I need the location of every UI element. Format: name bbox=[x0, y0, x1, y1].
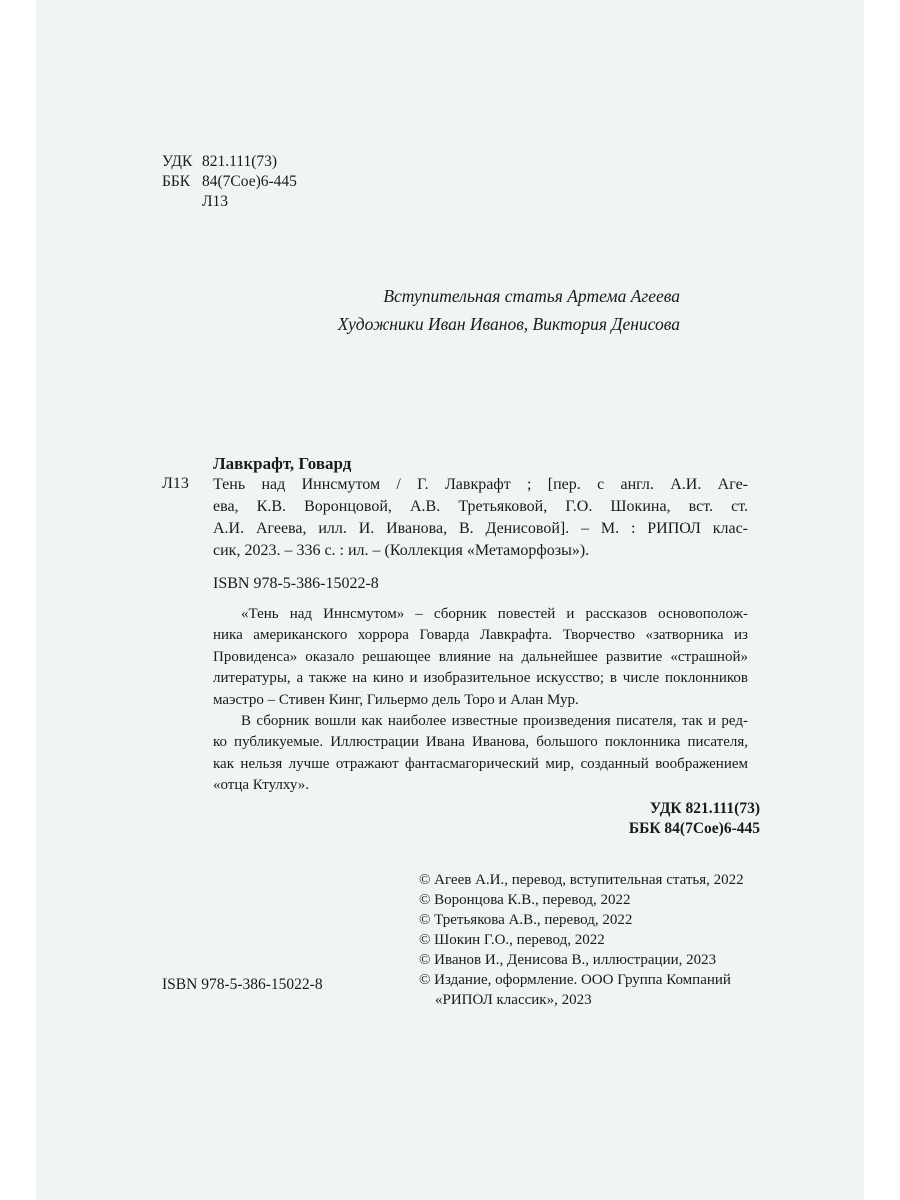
classification-codes-header bbox=[162, 152, 297, 212]
annotation-line: «Тень над Иннсмутом» – сборник повестей и рассказов основополож- bbox=[241, 606, 748, 622]
annotation-line: как нельзя лучше отражают фантасмагорический мир, созданный воображением bbox=[213, 755, 748, 772]
annotation-line: «отца Ктулху». bbox=[213, 777, 309, 794]
bbk-code: ББК 84(7Сое)6-445 bbox=[628, 820, 760, 837]
isbn-bottom: ISBN 978-5-386-15022-8 bbox=[162, 976, 323, 993]
annotation-line: маэстро – Стивен Кинг, Гильермо дель Торо и Алан Мур. bbox=[213, 691, 579, 708]
entry-line: сик, 2023. – 336 с. : ил. – (Коллекция «Метаморфозы»). bbox=[213, 542, 590, 559]
bibliographic-entry bbox=[213, 474, 748, 562]
annotation-line: ко публикуемые. Иллюстрации Ивана Иванова, большого поклонника писателя, bbox=[213, 734, 748, 751]
intro-credit: Вступительная статья Артема Агеева bbox=[383, 286, 680, 306]
annotation-line: Провиденса» оказало решающее влияние на дальнейшее развитие «страшной» bbox=[213, 648, 748, 665]
annotation-paragraph-2 bbox=[213, 711, 748, 797]
annotation-line: ника американского хоррора Говарда Лавкрафта. Творчество «затворника из bbox=[213, 627, 748, 644]
entry-line: Тень над Иннсмутом / Г. Лавкрафт ; [пер. с англ. А.И. Аге- bbox=[213, 476, 748, 493]
copyright-line: © Третьякова А.В., перевод, 2022 bbox=[419, 912, 633, 928]
bbk-label: ББК bbox=[162, 173, 191, 190]
entry-isbn: ISBN 978-5-386-15022-8 bbox=[213, 575, 379, 592]
artists-credit: Художники Иван Иванов, Виктория Денисова bbox=[337, 314, 680, 334]
classification-codes-bottom bbox=[560, 799, 760, 839]
annotation-line: литературы, а также на кино и изобразительное искусство; в числе поклонников bbox=[213, 670, 748, 687]
annotation-line: В сборник вошли как наиболее известные произведения писателя, так и ред- bbox=[241, 713, 748, 730]
udk-code: УДК 821.111(73) bbox=[649, 800, 760, 817]
udk-row bbox=[162, 152, 297, 172]
credits-block bbox=[250, 282, 680, 338]
copyright-line: «РИПОЛ классик», 2023 bbox=[435, 992, 592, 1008]
book-page bbox=[36, 0, 864, 1200]
udk-value: 821.111(73) bbox=[202, 153, 278, 170]
entry-author: Лавкрафт, Говард bbox=[213, 454, 352, 473]
udk-label: УДК bbox=[162, 153, 193, 170]
bbk-value: 84(7Сое)6-445 bbox=[202, 173, 297, 190]
bbk-row bbox=[162, 172, 297, 192]
entry-line: ева, К.В. Воронцовой, А.В. Третьяковой, Г.О. Шокина, вст. ст. bbox=[213, 498, 748, 515]
entry-line: А.И. Агеева, илл. И. Иванова, В. Денисовой]. – М. : РИПОЛ клас- bbox=[213, 520, 748, 537]
copyright-block bbox=[419, 870, 744, 1010]
author-sign: Л13 bbox=[202, 193, 229, 210]
copyright-line: © Иванов И., Денисова В., иллюстрации, 2023 bbox=[419, 952, 717, 968]
entry-author-mark: Л13 bbox=[162, 475, 189, 492]
copyright-line: © Издание, оформление. ООО Группа Компаний bbox=[419, 972, 731, 988]
copyright-line: © Шокин Г.О., перевод, 2022 bbox=[419, 932, 605, 948]
copyright-line: © Агеев А.И., перевод, вступительная статья, 2022 bbox=[419, 872, 744, 888]
copyright-line: © Воронцова К.В., перевод, 2022 bbox=[419, 892, 631, 908]
annotation-paragraph-1 bbox=[213, 604, 748, 711]
annotation bbox=[213, 604, 748, 797]
